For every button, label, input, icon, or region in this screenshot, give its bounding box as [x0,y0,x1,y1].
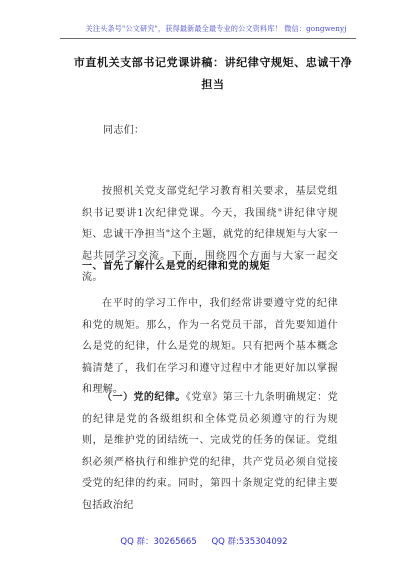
subsection-1-paragraph [82,387,338,517]
intro-paragraph: 按照机关党支部党纪学习教育相关要求，基层党组织书记要讲1次纪律党课。今天，我围绕"讲纪律守规矩、忠诚干净担当"这个主题，就党的纪律规矩与大家一起共同学习交流。下面，围绕四个方面与大家一起交流。 [82,186,338,284]
salutation: 同志们： [103,125,145,136]
subsection-1-lead: （一）党的纪律。 [102,392,186,403]
section-heading-1: 一、首先了解什么是党的纪律和党的规矩 [82,261,271,272]
header-divider [60,38,356,39]
footer-qq-group-2: QQ 群:535304092 [211,537,288,547]
document-title: 市直机关支部书记党课讲稿：讲纪律守规矩、忠诚干净担当 [73,56,353,91]
footer-qq-group-1: QQ 群：30265665 [120,537,197,547]
subsection-1-body: 《党章》第三十九条明确规定：党的纪律是党的各级组织和全体党员必须遵守的行为规则，是维护党的团结统一、完成党的任务的保证。党组织必须严格执行和维护党的纪律，共产党员必须自觉接受党的纪律的约束。同时，第四十条规定党的纪律主要包括政治纪 [82,392,338,511]
section-1-paragraph: 在平时的学习工作中，我们经常讲要遵守党的纪律和党的规矩。那么，作为一名党员干部，首先要知道什么是党的纪律，什么是党的规矩。只有把两个基本概念搞清楚了，我们在学习和遵守过程中才能更好加以掌握和理解。 [82,298,338,396]
header-note: 关注头条号"公文研究"，获得最新最全最专业的公文资料库！ 微信：gongwenyj [85,24,347,33]
footer-contacts [0,535,408,547]
